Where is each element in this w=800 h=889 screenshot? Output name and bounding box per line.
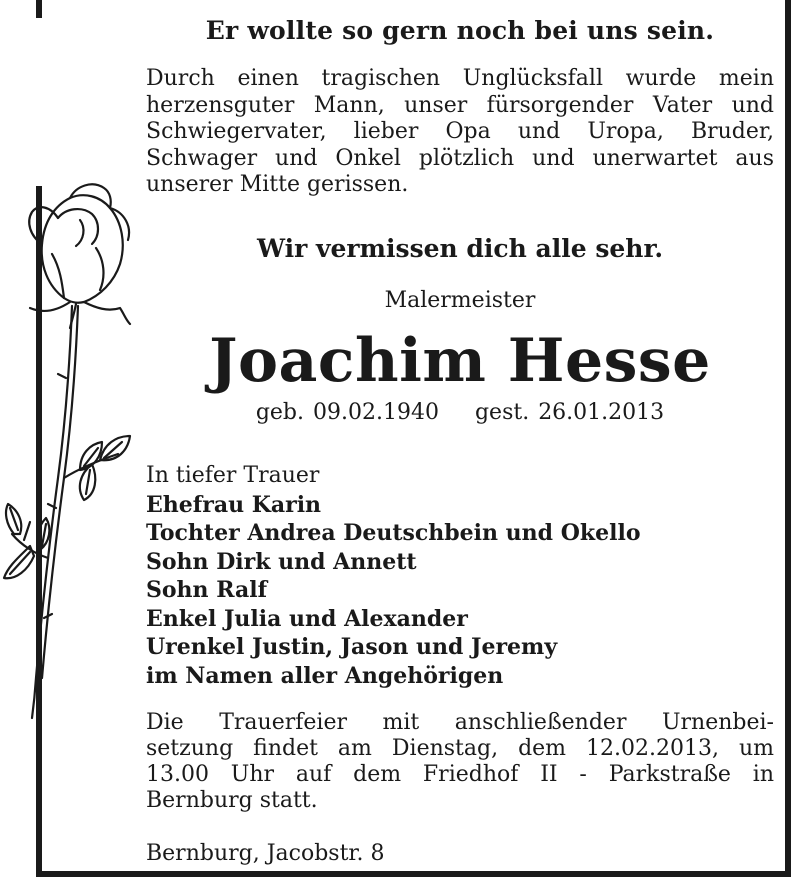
service-line: Die Trauerfeier mit anschließender Urnenbei- xyxy=(146,710,774,735)
birth-date: geb. 09.02.1940 xyxy=(255,400,439,425)
profession: Malermeister xyxy=(384,288,536,313)
mourners-list xyxy=(146,462,774,690)
intro-line: Schwager und Onkel plötzlich und unerwartet aus xyxy=(146,145,774,171)
mourner: Sohn Dirk und Annett xyxy=(146,548,417,575)
mourner: Urenkel Justin, Jason und Jeremy xyxy=(146,634,558,660)
intro-line: Schwiegervater, lieber Opa und Uropa, Bruder, xyxy=(146,119,774,145)
mourner: Ehefrau Karin xyxy=(146,491,322,518)
service-line: Bernburg statt. xyxy=(146,788,318,813)
service-line: 13.00 Uhr auf dem Friedhof II - Parkstraße in xyxy=(146,762,774,787)
death-date: gest. 26.01.2013 xyxy=(474,400,665,425)
address: Bernburg, Jacobstr. 8 xyxy=(146,841,385,866)
life-dates xyxy=(140,400,780,425)
intro-line: herzensguter Mann, unser fürsorgender Vater und xyxy=(146,92,774,118)
mourner: Tochter Andrea Deutschbein und Okello xyxy=(146,520,641,546)
mourner: im Namen aller Angehörigen xyxy=(146,662,504,689)
intro-line: Durch einen tragischen Unglücksfall wurde mein xyxy=(146,66,774,91)
service-line: setzung findet am Dienstag, dem 12.02.2013, um xyxy=(146,736,774,761)
service-paragraph xyxy=(146,710,774,814)
deceased-name: Joachim Hesse xyxy=(209,326,711,396)
intro-line: unserer Mitte gerissen. xyxy=(146,172,409,198)
mourner: Enkel Julia und Alexander xyxy=(146,605,468,632)
mourning-label: In tiefer Trauer xyxy=(146,463,320,488)
intro-paragraph xyxy=(146,66,774,199)
miss-line: Wir vermissen dich alle sehr. xyxy=(256,234,664,263)
mourner: Sohn Ralf xyxy=(146,577,268,603)
rose-illustration xyxy=(0,178,140,738)
headline: Er wollte so gern noch bei uns sein. xyxy=(205,16,715,45)
border-gap xyxy=(30,18,44,186)
